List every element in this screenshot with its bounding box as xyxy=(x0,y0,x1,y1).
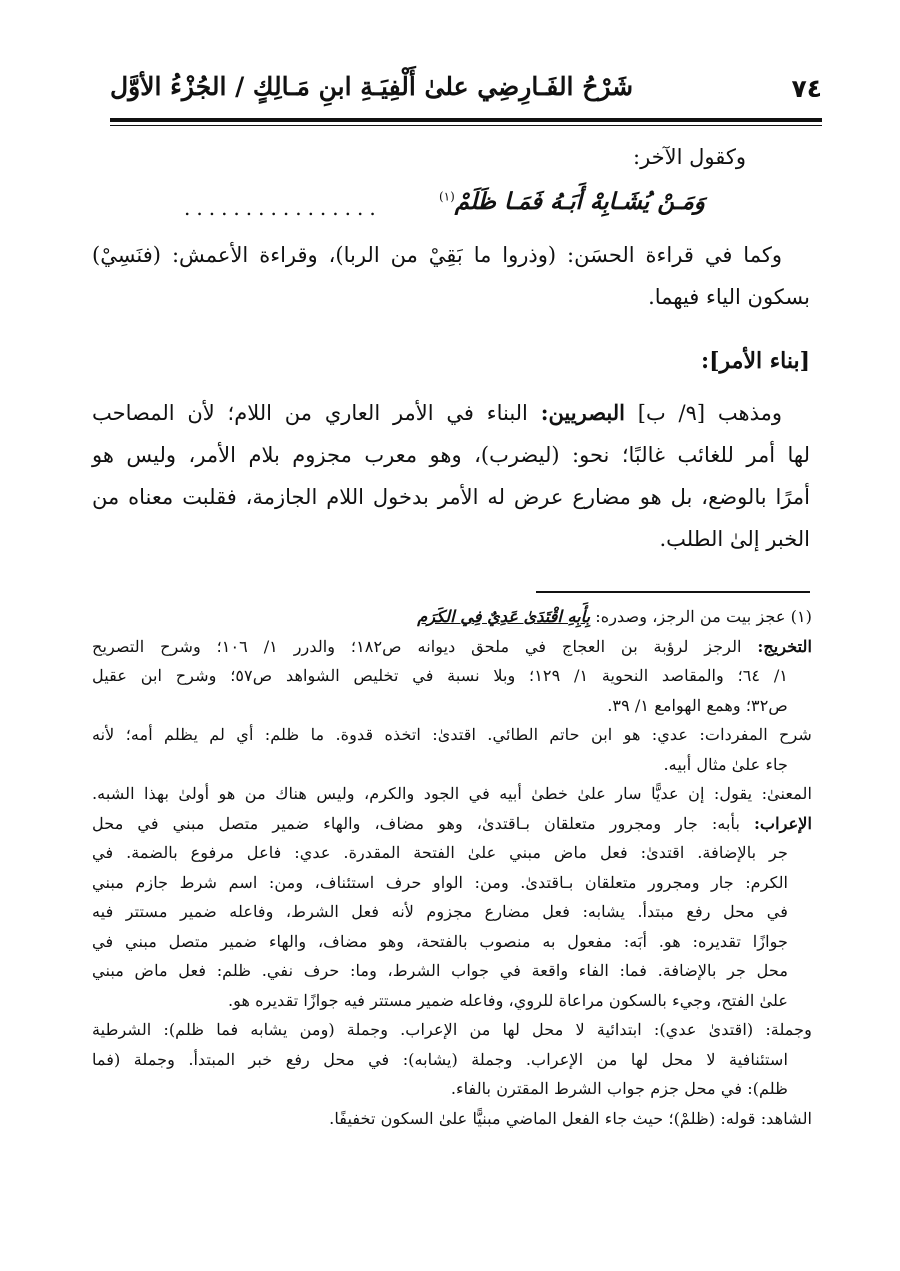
para-start: ومذهب [٩/ ب] xyxy=(637,401,782,425)
jumla-line: وجملة: (اقتدىٰ عدي): ابتدائية لا محل لها من الإعراب. وجملة (ومن يشابه فما ظلم): الشرطية xyxy=(92,1020,812,1039)
section-heading: [بناء الأمر]: xyxy=(701,348,810,374)
irab-line: جوازًا تقديره: هو. أبَه: مفعول به منصوب بالفتحة، وهو مضاف، والهاء ضمير متصل مبني في xyxy=(92,931,788,951)
mufradat-label: شرح المفردات: xyxy=(699,725,812,744)
shahid-label: الشاهد: xyxy=(760,1108,812,1128)
page-header xyxy=(110,62,822,114)
irab-line: في محل رفع مبتدأ. يشابه: فعل مضارع مجزوم لأنه فعل الشرط، وفاعله ضمير مستتر فيه xyxy=(92,902,788,921)
paragraph-line: بسكون الياء فيهما. xyxy=(648,285,810,309)
footnote-lead: (١) عجز بيت من الرجز، وصدره: xyxy=(595,607,812,626)
maana-line xyxy=(92,779,812,809)
jumla-line: استئنافية لا محل لها من الإعراب. وجملة (يشابه): في محل رفع خبر المبتدأ. وجملة (فما xyxy=(92,1049,788,1069)
page-number: ٧٤ xyxy=(791,74,822,103)
irab-text: بأبه: جار ومجرور متعلقان بـاقتدىٰ، وهو مضاف، والهاء ضمير متصل مبني في محل xyxy=(92,813,740,833)
verse-line xyxy=(92,184,810,234)
takhrij-line: ١/ ٦٤؛ والمقاصد النحوية ١/ ١٢٩؛ وبلا نسبة في تخليص الشواهد ص٥٧؛ وشرح ابن عقيل xyxy=(92,666,788,685)
mufradat-text: عدي: هو ابن حاتم الطائي. اقتدىٰ: اتخذه قدوة. ما ظلم: أي لم يظلم أمه؛ لأنه xyxy=(92,725,689,744)
irab-label: الإعراب: xyxy=(753,813,812,833)
para-rest: البناء في الأمر العاري من اللام؛ لأن المصاحب xyxy=(92,401,528,425)
paragraph-line: لها أمر للغائب غالبًا؛ نحو: (ليضرب)، وهو معرب مجزوم بلام الأمر، وليس هو xyxy=(92,443,810,467)
verse-words: وَمَـنْ يُشَـابِهْ أَبَـهُ فَمَـا ظَلَمْ xyxy=(454,188,705,215)
irab-line: علىٰ الفتح، وجيء بالسكون مراعاة للروي، وفاعله ضمير مستتر فيه جوازًا تقديره هو. xyxy=(227,990,788,1010)
main-text xyxy=(92,136,810,560)
takhrij-line: ص٣٢؛ وهمع الهوامع ١/ ٣٩. xyxy=(607,695,788,715)
maana-label: المعنىٰ: xyxy=(761,784,812,803)
footnote-verse: بِأَبِهِ اقْتَدَىٰ عَدِيٌ فِي الكَرَم xyxy=(417,607,591,626)
bold-term: البصريين: xyxy=(540,400,625,425)
paragraph-line: أمرًا بالوضع، بل هو مضارع عرض له الأمر بدخول اللام الجازمة، فقلبت معناه من xyxy=(92,485,810,509)
paragraph-line: وكما في قراءة الحسَن: (وذروا ما بَقِيْ من الربا)، وقراءة الأعمش: (فنَسِيْ) xyxy=(92,243,782,267)
takhrij-text: الرجز لرؤبة بن العجاج في ملحق ديوانه ص١٨٢؛ والدرر ١/ ١٠٦؛ وشرح التصريح xyxy=(92,636,742,656)
verse-text xyxy=(439,188,705,215)
shahid-text: قوله: (ظلمْ)؛ حيث جاء الفعل الماضي مبنيًّا علىٰ السكون تخفيفًا. xyxy=(329,1108,756,1128)
footnote-separator xyxy=(536,591,810,593)
takhrij-line xyxy=(92,632,812,662)
jumla-line: ظلم): في محل جزم جواب الشرط المقترن بالفاء. xyxy=(450,1079,788,1098)
footnote-1 xyxy=(92,602,812,632)
header-rule-thin xyxy=(110,125,822,126)
footnote-ref[interactable]: (١) xyxy=(438,189,455,204)
paragraph-line: الخبر إلىٰ الطلب. xyxy=(659,527,810,551)
irab-line: محل جر بالإضافة. فما: الفاء واقعة في جواب الشرط، وما: حرف نفي. ظلم: فعل ماض مبني xyxy=(92,961,788,980)
irab-line: الكرم: جار ومجرور متعلقان بـاقتدىٰ. ومن: الواو حرف استئناف، ومن: اسم شرط جازم مبني xyxy=(92,872,788,892)
footnotes xyxy=(92,602,812,1133)
header-rule-thick xyxy=(110,118,822,122)
mufradat-line xyxy=(92,720,812,750)
verse-ellipsis: ................ xyxy=(184,196,382,220)
mufradat-line: جاء علىٰ مثال أبيه. xyxy=(663,754,788,774)
takhrij-label: التخريج: xyxy=(757,636,812,656)
paragraph-line xyxy=(92,392,810,434)
verse-intro: وكقول الآخر: xyxy=(633,145,746,169)
maana-text: يقول: إن عديًّا سار علىٰ خطىٰ أبيه في الجود والكرم، وليس هناك من هو أولىٰ بهذا الشبه. xyxy=(92,784,753,803)
running-title: شَرْحُ الفَـارِضِي علىٰ أَلْفِيَـةِ ابنِ مَـالِكٍ / الجُزْءُ الأوَّل xyxy=(110,72,634,101)
irab-line: جر بالإضافة. اقتدىٰ: فعل ماض مبني علىٰ الفتحة المقدرة. عدي: فاعل مرفوع بالضمة. في xyxy=(92,843,788,862)
shahid-line xyxy=(92,1104,812,1134)
irab-line xyxy=(92,809,812,839)
